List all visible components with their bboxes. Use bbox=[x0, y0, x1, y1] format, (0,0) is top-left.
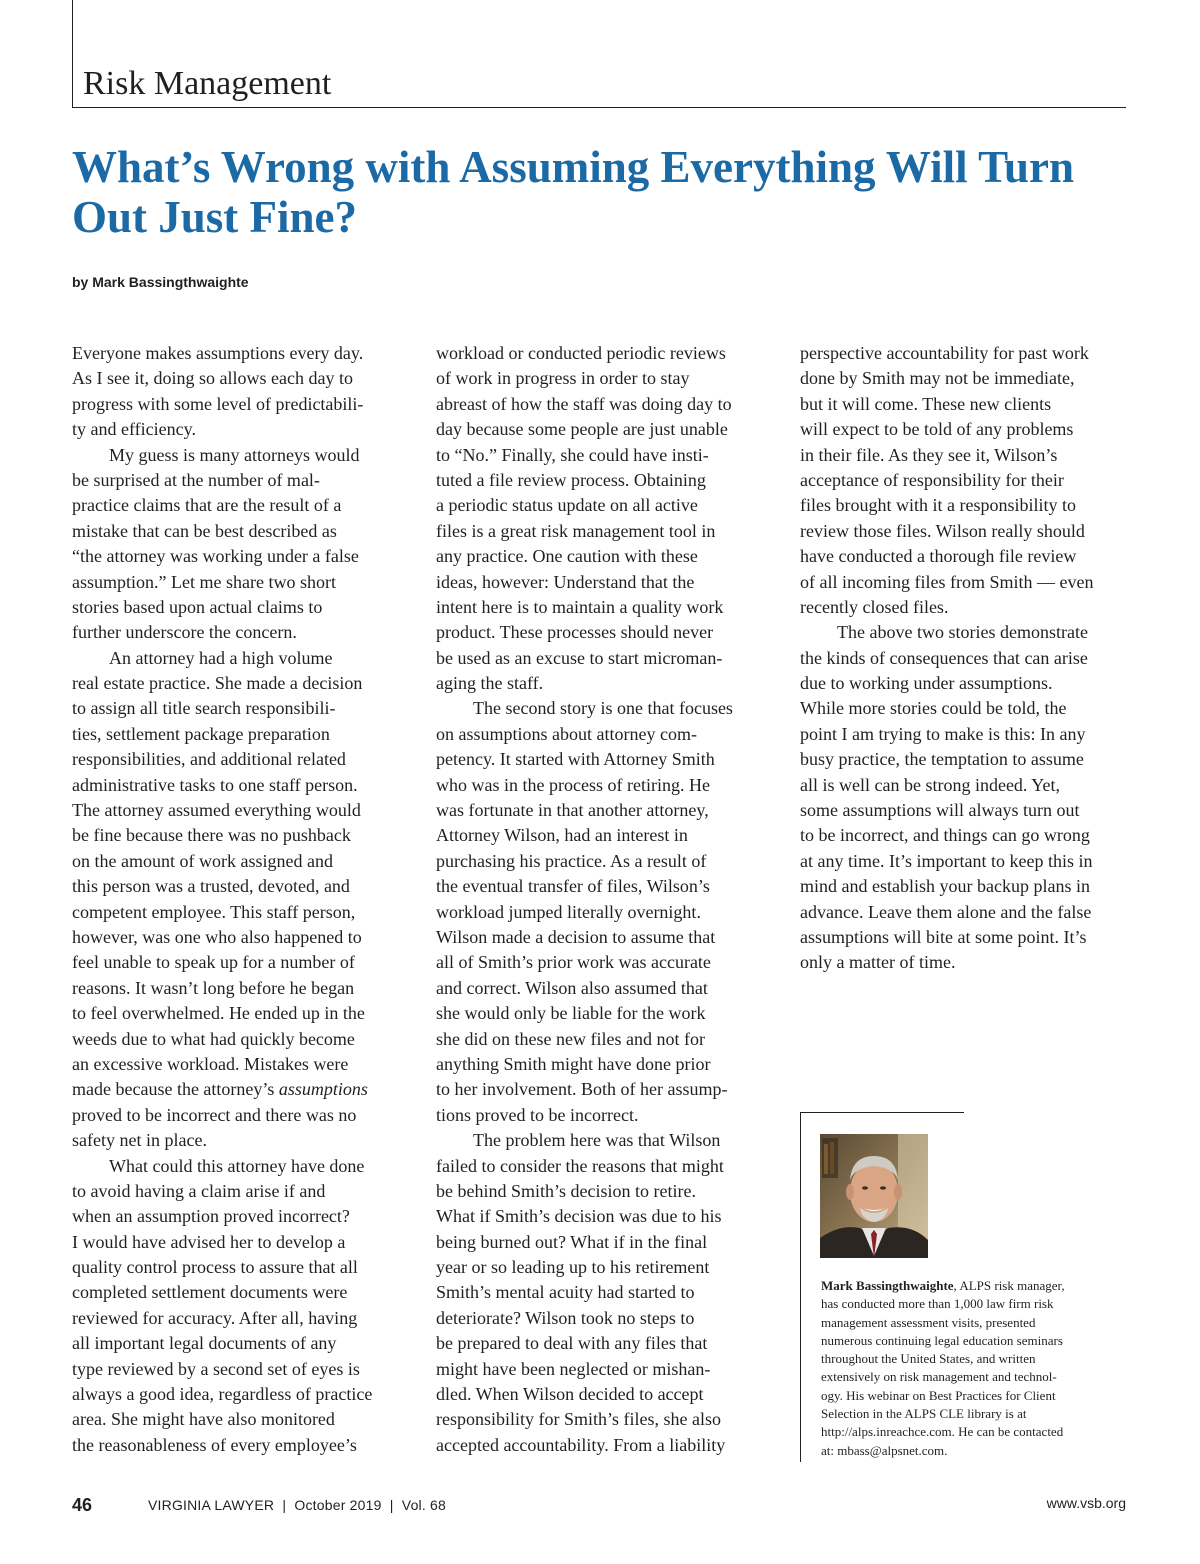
page-number: 46 bbox=[72, 1495, 93, 1515]
article-title-line: What’s Wrong with Assuming Everything Will Turn bbox=[72, 142, 1074, 192]
article-column-3 bbox=[800, 341, 1136, 976]
article-line: in their file. As they see it, Wilson’s bbox=[800, 444, 1058, 465]
article-line: workload or conducted periodic reviews bbox=[436, 343, 726, 363]
article-line: always a good idea, regardless of practice bbox=[72, 1384, 373, 1405]
article-line: mind and establish your backup plans in bbox=[800, 876, 1090, 897]
author-bio bbox=[821, 1277, 1121, 1460]
article-line: however, was one who also happened to bbox=[72, 926, 362, 947]
article-line: who was in the process of retiring. He bbox=[436, 774, 710, 795]
article-line: to assign all title search responsibili- bbox=[72, 698, 336, 719]
article-line: have conducted a thorough file review bbox=[800, 546, 1077, 567]
bio-line: Selection in the ALPS CLE library is at bbox=[821, 1406, 1027, 1422]
article-line: “the attorney was working under a false bbox=[72, 546, 359, 567]
bio-first-line-rest: , ALPS risk manager, bbox=[953, 1278, 1065, 1293]
article-line: An attorney had a high volume bbox=[109, 647, 333, 668]
article-line: the reasonableness of every employee’s bbox=[72, 1434, 357, 1455]
article-line: she would only be liable for the work bbox=[436, 1003, 706, 1024]
article-line: ty and efficiency. bbox=[72, 419, 196, 440]
article-line: some assumptions will always turn out bbox=[800, 800, 1080, 821]
article-line: perspective accountability for past work bbox=[800, 343, 1089, 363]
article-line: she did on these new files and not for bbox=[436, 1028, 705, 1049]
article-line: intent here is to maintain a quality work bbox=[436, 596, 724, 617]
article-line: an excessive workload. Mistakes were bbox=[72, 1053, 349, 1074]
publication-info bbox=[148, 1496, 446, 1514]
article-line: mistake that can be best described as bbox=[72, 520, 337, 541]
article-line: files brought with it a responsibility to bbox=[800, 495, 1076, 516]
article-line: only a matter of time. bbox=[800, 952, 956, 973]
article-line: progress with some level of predictabili- bbox=[72, 393, 364, 414]
article-line: failed to consider the reasons that might bbox=[436, 1155, 724, 1176]
article-line: The problem here was that Wilson bbox=[473, 1130, 721, 1151]
article-line: I would have advised her to develop a bbox=[72, 1231, 346, 1252]
article-line: be fine because there was no pushback bbox=[72, 825, 351, 846]
bio-line: http://alps.inreachce.com. He can be contacted bbox=[821, 1424, 1064, 1440]
website-link[interactable]: www.vsb.org bbox=[1046, 1495, 1126, 1511]
bio-author-name: Mark Bassingthwaighte bbox=[821, 1278, 954, 1293]
article-line: anything Smith might have done prior bbox=[436, 1053, 711, 1074]
article-line: petency. It started with Attorney Smith bbox=[436, 749, 715, 770]
article-line: all important legal documents of any bbox=[72, 1333, 337, 1354]
article-line: competent employee. This staff person, bbox=[72, 901, 356, 922]
article-line: weeds due to what had quickly become bbox=[72, 1028, 355, 1049]
article-line: reasons. It wasn’t long before he began bbox=[72, 977, 355, 998]
article-line: My guess is many attorneys would bbox=[109, 444, 360, 465]
bio-line: has conducted more than 1,000 law firm risk bbox=[821, 1296, 1054, 1312]
article-line: be used as an excuse to start microman- bbox=[436, 647, 723, 668]
byline: by Mark Bassingthwaighte bbox=[72, 274, 249, 290]
article-line: quality control process to assure that all bbox=[72, 1257, 358, 1278]
article-line: real estate practice. She made a decision bbox=[72, 673, 363, 694]
article-line: aging the staff. bbox=[436, 673, 544, 694]
article-line: review those files. Wilson really should bbox=[800, 520, 1085, 541]
article-line: dled. When Wilson decided to accept bbox=[436, 1384, 704, 1405]
article-line: What could this attorney have done bbox=[109, 1155, 365, 1176]
bio-line: numerous continuing legal education seminars bbox=[821, 1332, 1063, 1348]
article-line: but it will come. These new clients bbox=[800, 393, 1052, 414]
article-line: completed settlement documents were bbox=[72, 1282, 348, 1303]
article-line: on assumptions about attorney com- bbox=[436, 723, 697, 744]
article-line: the kinds of consequences that can arise bbox=[800, 647, 1088, 668]
article-line: While more stories could be told, the bbox=[800, 698, 1067, 719]
bio-line: management assessment visits, presented bbox=[821, 1314, 1036, 1330]
article-line: to feel overwhelmed. He ended up in the bbox=[72, 1003, 365, 1024]
article-line: stories based upon actual claims to bbox=[72, 596, 323, 617]
article-line: done by Smith may not be immediate, bbox=[800, 368, 1075, 389]
article-line: on the amount of work assigned and bbox=[72, 850, 333, 871]
article-line: to be incorrect, and things can go wrong bbox=[800, 825, 1090, 846]
article-line: day because some people are just unable bbox=[436, 419, 728, 440]
article-line: point I am trying to make is this: In any bbox=[800, 723, 1086, 744]
article-line: assumption.” Let me share two short bbox=[72, 571, 336, 592]
article-line: acceptance of responsibility for their bbox=[800, 469, 1064, 490]
article-line: The attorney assumed everything would bbox=[72, 800, 361, 821]
header-rule-horizontal bbox=[72, 107, 1126, 108]
article-line: The above two stories demonstrate bbox=[837, 622, 1088, 643]
article-line: workload jumped literally overnight. bbox=[436, 901, 701, 922]
article-line: to her involvement. Both of her assump- bbox=[436, 1079, 728, 1100]
bio-rule-vertical bbox=[800, 1112, 801, 1462]
article-line: As I see it, doing so allows each day to bbox=[72, 368, 353, 389]
bio-rule-horizontal bbox=[800, 1112, 964, 1113]
article-line: proved to be incorrect and there was no bbox=[72, 1104, 357, 1125]
article-line: and correct. Wilson also assumed that bbox=[436, 977, 708, 998]
article-line: to “No.” Finally, she could have insti- bbox=[436, 444, 709, 465]
author-photo bbox=[820, 1134, 928, 1258]
article-line: advance. Leave them alone and the false bbox=[800, 901, 1092, 922]
article-line: be prepared to deal with any files that bbox=[436, 1333, 708, 1354]
article-line: at any time. It’s important to keep this in bbox=[800, 850, 1093, 871]
article-line: of all incoming files from Smith — even bbox=[800, 571, 1094, 592]
article-line: ties, settlement package preparation bbox=[72, 723, 330, 744]
article-line: any practice. One caution with these bbox=[436, 546, 698, 567]
article-line: tuted a file review process. Obtaining bbox=[436, 469, 706, 490]
article-line: of work in progress in order to stay bbox=[436, 368, 690, 389]
article-line: all of Smith’s prior work was accurate bbox=[436, 952, 711, 973]
bio-line: throughout the United States, and written bbox=[821, 1351, 1036, 1367]
bio-line: ogy. His webinar on Best Practices for Client bbox=[821, 1387, 1056, 1403]
article-line: when an assumption proved incorrect? bbox=[72, 1206, 350, 1227]
article-line: year or so leading up to his retirement bbox=[436, 1257, 710, 1278]
article-line: ideas, however: Understand that the bbox=[436, 571, 695, 592]
article-line: all is well can be strong indeed. Yet, bbox=[800, 774, 1060, 795]
article-title-line: Out Just Fine? bbox=[72, 192, 358, 242]
article-line: responsibilities, and additional related bbox=[72, 749, 346, 770]
article-line: feel unable to speak up for a number of bbox=[72, 952, 355, 973]
article-line: the eventual transfer of files, Wilson’s bbox=[436, 876, 710, 897]
article-line: being burned out? What if in the final bbox=[436, 1231, 708, 1252]
article-line: The second story is one that focuses bbox=[473, 698, 733, 719]
article-line: practice claims that are the result of a bbox=[72, 495, 342, 516]
article-line: administrative tasks to one staff person. bbox=[72, 774, 358, 795]
article-line: to avoid having a claim arise if and bbox=[72, 1180, 326, 1201]
bio-line bbox=[821, 1277, 1121, 1295]
article-line: due to working under assumptions. bbox=[800, 673, 1053, 694]
article-line: further underscore the concern. bbox=[72, 622, 297, 643]
header-rule-vertical bbox=[72, 0, 73, 108]
emphasis-word: assumptions bbox=[278, 1079, 368, 1100]
article-line: Attorney Wilson, had an interest in bbox=[436, 825, 688, 846]
bio-line: at: mbass@alpsnet.com. bbox=[821, 1442, 948, 1458]
article-line: will expect to be told of any problems bbox=[800, 419, 1074, 440]
article-line: assumptions will bite at some point. It’s bbox=[800, 926, 1087, 947]
article-line: reviewed for accuracy. After all, having bbox=[72, 1307, 358, 1328]
article-line: abreast of how the staff was doing day to bbox=[436, 393, 732, 414]
article-title bbox=[72, 142, 1152, 242]
article-line: product. These processes should never bbox=[436, 622, 714, 643]
article-line: responsibility for Smith’s files, she also bbox=[436, 1409, 721, 1430]
article-line: accepted accountability. From a liability bbox=[436, 1434, 726, 1455]
article-column-1 bbox=[72, 341, 408, 1458]
article-line: be behind Smith’s decision to retire. bbox=[436, 1180, 696, 1201]
publication-info-text: VIRGINIA LAWYER | October 2019 | Vol. 68 bbox=[148, 1497, 447, 1513]
article-line: tions proved to be incorrect. bbox=[436, 1104, 639, 1125]
article-line: a periodic status update on all active bbox=[436, 495, 698, 516]
article-line: purchasing his practice. As a result of bbox=[436, 850, 707, 871]
article-line: might have been neglected or mishan- bbox=[436, 1358, 711, 1379]
section-label: Risk Management bbox=[83, 65, 332, 102]
article-line: be surprised at the number of mal- bbox=[72, 469, 320, 490]
article-line: recently closed files. bbox=[800, 596, 949, 617]
article-line: deteriorate? Wilson took no steps to bbox=[436, 1307, 695, 1328]
article-line: was fortunate in that another attorney, bbox=[436, 800, 709, 821]
bio-line: extensively on risk management and technol- bbox=[821, 1369, 1057, 1385]
article-column-2 bbox=[436, 341, 772, 1458]
article-line: area. She might have also monitored bbox=[72, 1409, 335, 1430]
article-line: Wilson made a decision to assume that bbox=[436, 926, 716, 947]
article-line: busy practice, the temptation to assume bbox=[800, 749, 1084, 770]
article-line: Everyone makes assumptions every day. bbox=[72, 343, 364, 363]
article-line: Smith’s mental acuity had started to bbox=[436, 1282, 695, 1303]
article-line: type reviewed by a second set of eyes is bbox=[72, 1358, 360, 1379]
article-line: files is a great risk management tool in bbox=[436, 520, 716, 541]
article-line: this person was a trusted, devoted, and bbox=[72, 876, 350, 897]
article-line: safety net in place. bbox=[72, 1130, 207, 1151]
article-line: What if Smith’s decision was due to his bbox=[436, 1206, 722, 1227]
article-line: made because the attorney’s assumptions bbox=[72, 1079, 368, 1100]
